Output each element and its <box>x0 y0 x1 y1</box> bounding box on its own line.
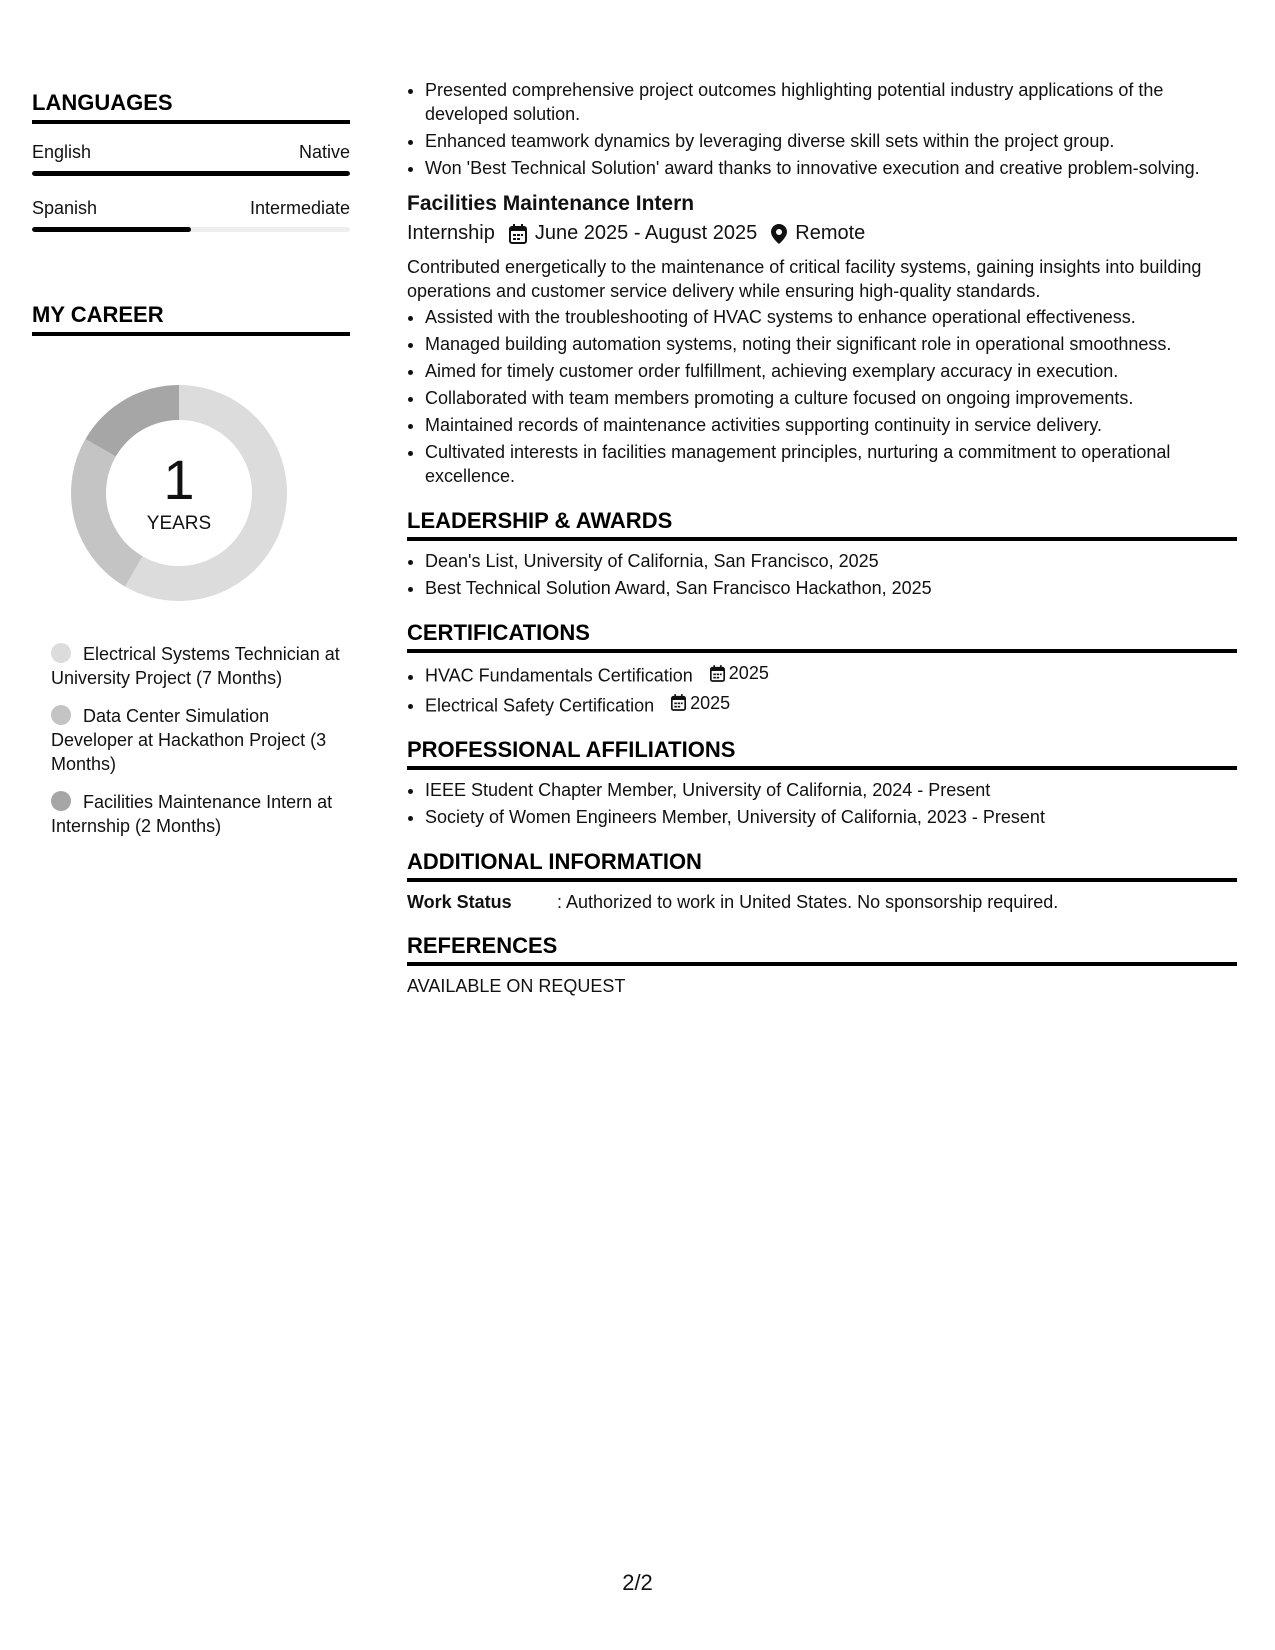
list-item <box>425 691 1237 718</box>
info-value: : Authorized to work in United States. No sponsorship required. <box>557 892 1059 912</box>
job-meta <box>407 222 1237 245</box>
affiliations-section <box>407 737 1237 829</box>
job-title: Facilities Maintenance Intern <box>407 192 695 215</box>
legend-item <box>51 790 351 838</box>
references-text: AVAILABLE ON REQUEST <box>407 976 626 996</box>
career-donut-chart <box>66 380 292 606</box>
job-description: Contributed energetically to the maintenance of critical facility systems, gaining insights into building operations and customer service delivery while ensuring high-quality standards. <box>407 257 1202 301</box>
list-item <box>425 661 1237 688</box>
certifications-section <box>407 620 1237 717</box>
legend-label: Facilities Maintenance Intern at Internship (2 Months) <box>51 792 333 836</box>
language-level: Native <box>298 142 350 162</box>
list-item: • Cultivated interests in facilities management principles, nurturing a commitment to operational excellence. <box>425 440 1237 488</box>
legend-label: Electrical Systems Technician at University Project (7 Months) <box>51 644 340 688</box>
language-item-spanish <box>32 198 350 232</box>
list-item: • Aimed for timely customer order fulfillment, achieving exemplary accuracy in execution. <box>425 359 1237 383</box>
additional-title: ADDITIONAL INFORMATION <box>407 849 1237 882</box>
certification-name: HVAC Fundamentals Certification <box>425 665 693 686</box>
left-column <box>32 90 350 852</box>
list-item: • Assisted with the troubleshooting of HVAC systems to enhance operational effectiveness. <box>425 305 1237 329</box>
language-name: English <box>32 142 92 162</box>
career-total-value: 1 <box>163 448 195 511</box>
legend-swatch <box>51 643 71 663</box>
legend-swatch <box>51 705 71 725</box>
page-number: 2/2 <box>622 1570 653 1595</box>
job-bullets <box>407 305 1237 488</box>
calendar-icon <box>671 694 686 711</box>
certification-name: Electrical Safety Certification <box>425 695 655 715</box>
location-pin-icon <box>771 224 787 244</box>
language-proficiency-fill <box>32 227 191 232</box>
job-location: Remote <box>795 222 866 244</box>
language-proficiency-bar <box>32 227 350 232</box>
legend-label: Data Center Simulation Developer at Hackathon Project (3 Months) <box>51 706 327 774</box>
additional-section <box>407 849 1237 913</box>
calendar-icon <box>710 665 725 682</box>
references-title: REFERENCES <box>407 933 1237 966</box>
list-item: • Best Technical Solution Award, San Francisco Hackathon, 2025 <box>425 576 1237 600</box>
list-item: • Enhanced teamwork dynamics by leveraging diverse skill sets within the project group. <box>425 129 1237 153</box>
certification-year: 2025 <box>690 692 731 713</box>
list-item: • Society of Women Engineers Member, University of California, 2023 - Present <box>425 805 1237 829</box>
list-item: • Presented comprehensive project outcomes highlighting potential industry applications of the developed solution. <box>425 78 1237 126</box>
legend-item <box>51 642 351 690</box>
list-item: • Dean's List, University of California, San Francisco, 2025 <box>425 549 1237 573</box>
leadership-section <box>407 508 1237 600</box>
language-name: Spanish <box>32 198 98 218</box>
info-label: Work Status <box>407 892 512 912</box>
certification-year: 2025 <box>728 663 769 683</box>
language-item-english <box>32 142 350 176</box>
previous-job-bullets <box>407 78 1237 180</box>
certifications-title: CERTIFICATIONS <box>407 620 1237 653</box>
career-total-unit: YEARS <box>146 513 212 534</box>
right-column <box>407 78 1237 997</box>
legend-swatch <box>51 791 71 811</box>
career-title: MY CAREER <box>32 302 350 336</box>
language-proficiency-bar <box>32 171 350 176</box>
list-item: • Managed building automation systems, noting their significant role in operational smoothness. <box>425 332 1237 356</box>
references-section <box>407 933 1237 997</box>
language-level: Intermediate <box>249 198 350 218</box>
job-dates: June 2025 - August 2025 <box>534 222 758 244</box>
legend-item <box>51 704 351 776</box>
list-item: • Maintained records of maintenance activities supporting continuity in service delivery. <box>425 413 1237 437</box>
job-company: Internship <box>407 222 495 244</box>
leadership-title: LEADERSHIP & AWARDS <box>407 508 1237 541</box>
language-proficiency-fill <box>32 171 350 176</box>
calendar-icon <box>509 224 527 244</box>
list-item: • Collaborated with team members promoting a culture focused on ongoing improvements. <box>425 386 1237 410</box>
list-item: • IEEE Student Chapter Member, University of California, 2024 - Present <box>425 778 1237 802</box>
languages-title: LANGUAGES <box>32 90 350 124</box>
list-item: • Won 'Best Technical Solution' award thanks to innovative execution and creative problem-solving. <box>425 156 1237 180</box>
affiliations-title: PROFESSIONAL AFFILIATIONS <box>407 737 1237 770</box>
career-legend <box>51 642 351 838</box>
